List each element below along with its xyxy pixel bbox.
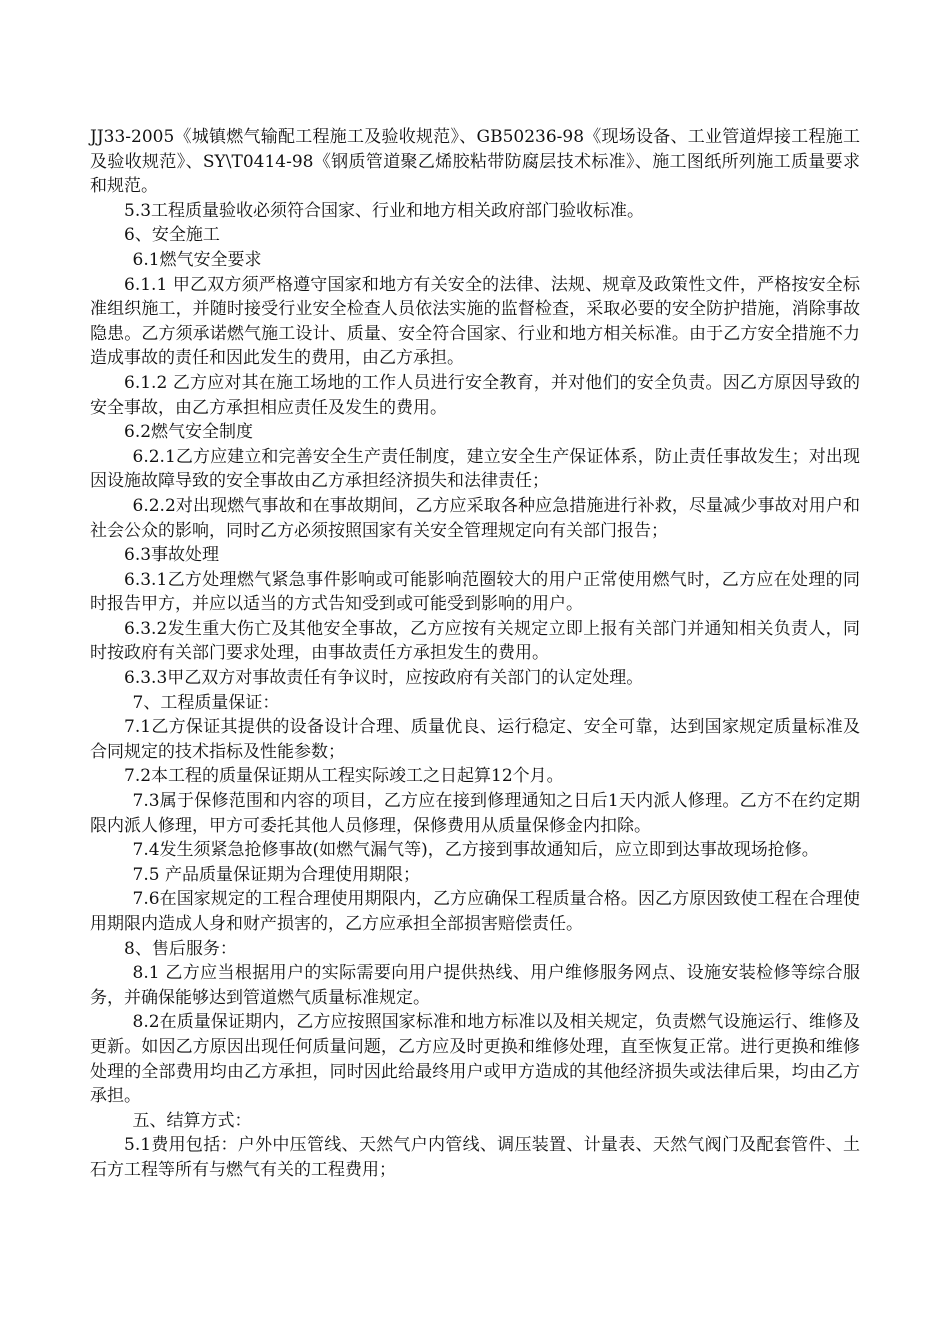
paragraph-7-5: 7.5 产品质量保证期为合理使用期限；	[132, 864, 420, 885]
paragraph-7-3: 7.3属于保修范围和内容的项目，乙方应在接到修理通知之日后1天内派人修理。乙方不在约定期限内派人修理，甲方可委托其他人员修理，保修费用从质量保修金内扣除。	[90, 791, 860, 836]
heading-6-1: 6.1燃气安全要求	[132, 249, 262, 270]
paragraph-6-2-1: 6.2.1乙方应建立和完善安全生产责任制度，建立安全生产保证体系，防止责任事故发生；对出现因设施故障导致的安全事故由乙方承担经济损失和法律责任；	[90, 446, 860, 492]
heading-7-quality: 7、工程质量保证：	[132, 692, 280, 713]
paragraph-7-1: 7.1乙方保证其提供的设备设计合理、质量优良、运行稳定、安全可靠，达到国家规定质量标准及合同规定的技术指标及性能参数；	[90, 717, 860, 762]
paragraph-7-6: 7.6在国家规定的工程合理使用期限内，乙方应确保工程质量合格。因乙方原因致使工程在合理使用期限内造成人身和财产损害的，乙方应承担全部损害赔偿责任。	[90, 889, 860, 934]
heading-6-2: 6.2燃气安全制度	[124, 422, 254, 443]
paragraph-6-3-1: 6.3.1乙方处理燃气紧急事件影响或可能影响范圈较大的用户正常使用燃气时，乙方应在处理的同时报告甲方，并应以适当的方式告知受到或可能受到影响的用户。	[90, 569, 860, 615]
heading-8-service: 8、售后服务：	[124, 938, 237, 959]
paragraph-7-4: 7.4发生须紧急抢修事故(如燃气漏气等)，乙方接到事故通知后，应立即到达事故现场抢修。	[132, 840, 819, 861]
paragraph-7-2: 7.2本工程的质量保证期从工程实际竣工之日起算12个月。	[124, 766, 564, 787]
paragraph-6-1-1: 6.1.1 甲乙双方须严格遵守国家和地方有关安全的法律、法规、规章及政策性文件，严格按安全标准组织施工，并随时接受行业安全检查人员依法实施的监督检查，采取必要的安全防护措施，消除事故隐患。乙方须承诺燃气施工设计、质量、安全符合国家、行业和地方相关标准。由于乙方安全措施不力造成事故的责任和因此发生的费用，由乙方承担。	[90, 274, 860, 369]
paragraph-8-1: 8.1 乙方应当根据用户的实际需要向用户提供热线、用户维修服务网点、设施安装检修等综合服务，并确保能够达到管道燃气质量标准规定。	[90, 963, 860, 1008]
paragraph-standards-continued: JJ33-2005《城镇燃气输配工程施工及验收规范》、GB50236-98《现场设备、工业管道焊接工程施工及验收规范》、SY\T0414-98《钢质管道聚乙烯胶粘带防腐层技术标准》、施工图纸所列施工质量要求和规范。	[90, 127, 860, 197]
paragraph-6-3-3: 6.3.3甲乙双方对事故责任有争议时，应按政府有关部门的认定处理。	[124, 668, 644, 689]
paragraph-6-3-2: 6.3.2发生重大伤亡及其他安全事故，乙方应按有关规定立即上报有关部门并通知相关负责人，同时按政府有关部门要求处理，由事故责任方承担发生的费用。	[90, 618, 860, 664]
paragraph-5-3: 5.3工程质量验收必须符合国家、行业和地方相关政府部门验收标准。	[124, 200, 645, 221]
heading-6-safety: 6、安全施工	[124, 225, 220, 246]
paragraph-6-1-2: 6.1.2 乙方应对其在施工场地的工作人员进行安全教育，并对他们的安全负责。因乙方原因导致的安全事故，由乙方承担相应责任及发生的费用。	[90, 372, 860, 418]
paragraph-6-2-2: 6.2.2对出现燃气事故和在事故期间，乙方应采取各种应急措施进行补救，尽量减少事故对用户和社会公众的影响，同时乙方必须按照国家有关安全管理规定向有关部门报告；	[90, 495, 860, 541]
paragraph-8-2: 8.2在质量保证期内，乙方应按照国家标准和地方标准以及相关规定，负责燃气设施运行、维修及更新。如因乙方原因出现任何质量问题，乙方应及时更换和维修处理，直至恢复正常。进行更换和维修处理的全部费用均由乙方承担，同时因此给最终用户或甲方造成的其他经济损失或法律后果，均由乙方承担。	[90, 1012, 860, 1107]
document-body	[90, 125, 860, 1183]
heading-five-settlement: 五、结算方式：	[132, 1110, 252, 1131]
paragraph-5-1: 5.1费用包括：户外中压管线、天然气户内管线、调压装置、计量表、天然气阀门及配套管件、土石方工程等所有与燃气有关的工程费用；	[90, 1135, 860, 1180]
heading-6-3: 6.3事故处理	[124, 545, 220, 566]
